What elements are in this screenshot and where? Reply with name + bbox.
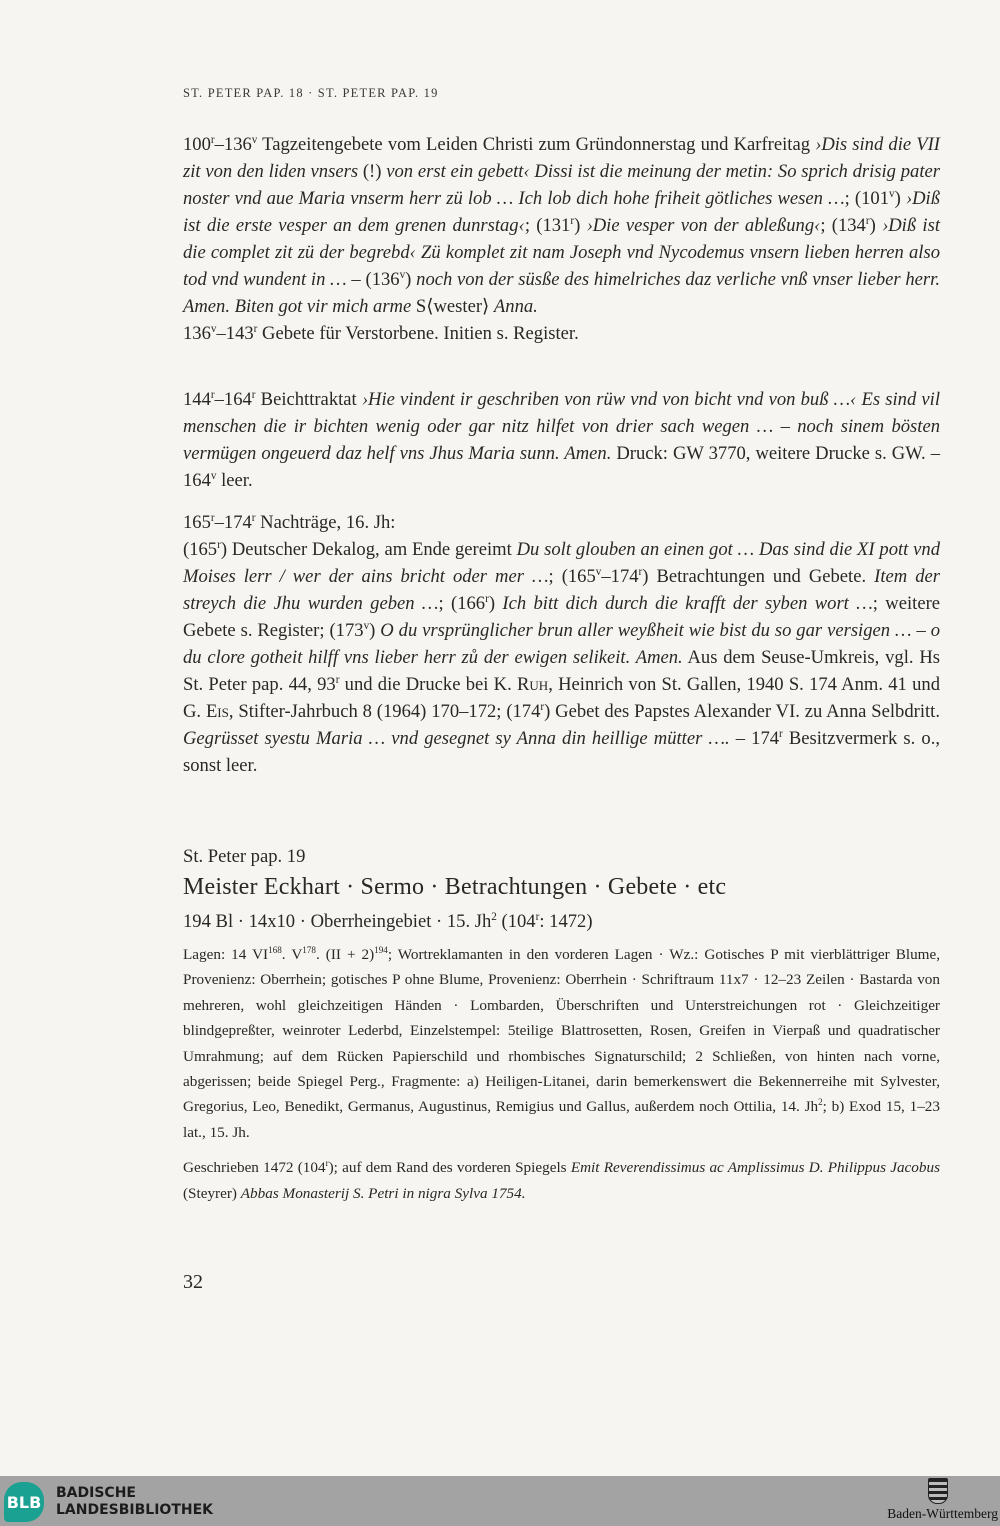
- text-run: ; (101: [844, 188, 889, 209]
- superscript: v: [210, 469, 217, 482]
- entry-shelfmark: St. Peter pap. 19: [183, 846, 306, 867]
- entry-description: [183, 942, 940, 1145]
- text-run: , Heinrich von St. Gallen, 1940 S. 174 Anm. 41 und G.: [183, 674, 940, 722]
- superscript: 2: [491, 910, 497, 923]
- paragraph: [183, 131, 940, 320]
- text-run: Besitzvermerk s. o., sonst leer.: [183, 728, 940, 776]
- text-run: ; weitere Gebete s. Register; (173: [183, 593, 941, 641]
- superscript: r: [325, 1158, 329, 1169]
- text-run: Druck: GW 3770, weitere Drucke s. GW. – 164: [183, 443, 940, 491]
- superscript: 194: [374, 944, 388, 955]
- italic-quote: noch von der süsße des himelriches daz verliche vnß vnser lieber herr. Amen. Biten got vir mich arme: [183, 269, 940, 317]
- text-run: S⟨wester⟩: [415, 296, 494, 317]
- text-run: Ruh: [517, 674, 549, 695]
- text-run: 100: [183, 134, 211, 155]
- text-run: – (136: [346, 269, 400, 290]
- superscript: r: [865, 214, 870, 227]
- content-section: [183, 131, 940, 347]
- library-name-line1: BADISCHE: [56, 1485, 136, 1501]
- text-run: Nachträge, 16. Jh:: [255, 512, 396, 533]
- text-run: ): [369, 620, 381, 641]
- superscript: r: [570, 214, 575, 227]
- superscript: 168: [268, 944, 282, 955]
- text-run: Aus dem Seuse-Umkreis, vgl. Hs St. Peter pap. 44, 93: [183, 647, 941, 695]
- text-run: –143: [216, 323, 254, 344]
- superscript: v: [889, 187, 895, 200]
- text-run: . V: [281, 946, 303, 963]
- italic-quote: ›Hie vindent ir geschriben von rüw vnd von bicht vnd von buß …‹ Es sind vil menschen die ir bichten wenig oder gar nitz hilfet von drier sach wegen … – noch sinem bösten vermügen ongeuerd daz helf vns Jhus Maria sunn. Amen.: [183, 389, 941, 464]
- entry-provenance: [183, 1155, 940, 1206]
- italic-quote: Anna.: [493, 296, 538, 317]
- italic-quote: Item der streych die Jhu wurden geben …: [183, 566, 940, 614]
- text-run: , Stifter-Jahrbuch 8 (1964) 170–172; (174: [228, 701, 541, 722]
- superscript: v: [210, 322, 217, 335]
- text-run: ; (165: [548, 566, 596, 587]
- superscript: 2: [818, 1097, 823, 1108]
- text-run: Lagen: 14 VI: [183, 946, 269, 963]
- text-run: und die Drucke bei K.: [339, 674, 518, 695]
- superscript: r: [638, 565, 643, 578]
- superscript: r: [210, 511, 215, 524]
- italic-quote: ›Dis sind die VII zit von den liden vnsers: [183, 134, 940, 182]
- text-run: ): [488, 593, 503, 614]
- superscript: r: [253, 322, 258, 335]
- text-run: : 1472): [539, 911, 593, 932]
- footer-bar: [0, 1476, 1000, 1526]
- superscript: r: [779, 727, 783, 740]
- italic-quote: Ich bitt dich durch die krafft der syben wort …: [502, 593, 873, 614]
- content-section: [183, 386, 940, 494]
- superscript: r: [251, 388, 256, 401]
- running-header: ST. PETER PAP. 18 · ST. PETER PAP. 19: [183, 86, 439, 100]
- italic-quote: O du vrsprünglicher brun aller weyßheit wie bist du so gar versigen … – o du clore gotheit hilff vns lieber herr zů der ewigen selikeit. Amen.: [183, 620, 940, 668]
- text-run: 194 Bl · 14x10 · Oberrheingebiet · 15. Jh: [183, 911, 492, 932]
- italic-quote: ›Diß ist die erste vesper an dem grenen dunrstag‹: [183, 188, 941, 236]
- text-run: –174: [601, 566, 639, 587]
- italic-quote: Abbas Monasterij S. Petri in nigra Sylva 1754.: [240, 1184, 526, 1202]
- catalog-entry: [183, 843, 940, 1206]
- text-run: Tagzeitengebete vom Leiden Christi zum Gründonnerstag und Karfreitag: [257, 134, 816, 155]
- paragraph: [183, 320, 940, 347]
- text-run: –164: [214, 389, 252, 410]
- text-run: Geschrieben 1472 (104: [183, 1159, 326, 1177]
- italic-quote: Emit Reverendissimus ac Amplissimus D. Philippus Jacobus: [570, 1159, 940, 1177]
- text-run: 144: [183, 389, 211, 410]
- text-run: ): [405, 269, 417, 290]
- paragraph: [183, 509, 940, 536]
- text-run: –136: [214, 134, 252, 155]
- library-name[interactable]: [56, 1485, 213, 1519]
- superscript: v: [363, 619, 370, 632]
- text-run: ): [869, 215, 883, 236]
- text-run: leer.: [216, 470, 253, 491]
- text-run: ) Betrachtungen und Gebete.: [642, 566, 875, 587]
- italic-quote: Du solt glouben an einen got … Das sind die XI pott vnd Moises lerr / wer der ains bricht oder mer …: [183, 539, 940, 587]
- text-run: ; Wortreklamanten in den vorderen Lagen · Wz.: Gotisches P mit vierblättriger Blume, Provenienz: Oberrhein; gotisches P ohne Blume, Provenienz: Oberrhein · Schriftraum 11x7 · 12–23 Zeilen · Bastarda von mehreren, wohl gleichzeitigen Händen · Lombarden, Überschriften und Unterstreichungen rot · Gleichzeitiger blindgepreßter, weinroter Lederbd, Einzelstempel: 5teilige Blattrosetten, Rosen, Greifen in Vierpaß und quadratischer Umrahmung; auf dem Rücken Papierschild und rhombisches Signaturschild; 2 Schließen, von hinten nach vorne, abgerissen; beide Spiegel Perg., Fragmente: a) Heiligen-Litanei, darin bemerkenswert die Bekennerreihe mit Sylvester, Gregorius, Leo, Benedikt, Germanus, Augustinus, Remigius und Gallus, außerdem noch Ottilia, 14. Jh: [183, 946, 941, 1116]
- superscript: r: [335, 673, 340, 686]
- text-run: ): [894, 188, 906, 209]
- text-run: ; (134: [820, 215, 866, 236]
- text-run: (165: [183, 539, 218, 560]
- text-run: 165: [183, 512, 211, 533]
- superscript: v: [251, 133, 258, 146]
- superscript: r: [210, 133, 215, 146]
- text-run: (Steyrer): [183, 1184, 241, 1202]
- entry-summary: [183, 908, 940, 935]
- page-number: 32: [183, 1271, 203, 1293]
- text-run: ); auf dem Rand des vorderen Spiegels: [328, 1159, 571, 1177]
- text-run: – 174: [729, 728, 780, 749]
- text-run: –174: [214, 512, 252, 533]
- text-run: Gebete für Verstorbene. Initien s. Register.: [257, 323, 579, 344]
- text-run: Eis: [205, 701, 229, 722]
- blb-logo[interactable]: BLB: [4, 1482, 44, 1522]
- superscript: r: [217, 538, 221, 551]
- coat-of-arms-icon: [928, 1478, 948, 1504]
- text-run: ; (166: [438, 593, 486, 614]
- state-label[interactable]: Baden-Württemberg: [887, 1506, 998, 1521]
- superscript: r: [535, 910, 540, 923]
- superscript: r: [251, 511, 256, 524]
- superscript: r: [485, 592, 489, 605]
- paragraph: [183, 536, 940, 779]
- superscript: r: [540, 700, 545, 713]
- text-run: ) Gebet des Papstes Alexander VI. zu Anna Selbdritt.: [544, 701, 940, 722]
- text-run: (!): [362, 161, 382, 182]
- text-run: 136: [183, 323, 211, 344]
- italic-quote: von erst ein gebett‹ Dissi ist die meinung der metin: So sprich drisig pater noster vnd aue Maria vnserm herr zü lob … Ich lob dich hohe friheit götliches wesen …: [183, 161, 940, 209]
- text-run: ): [574, 215, 587, 236]
- italic-quote: ›Die vesper von der ableßung‹: [586, 215, 821, 236]
- superscript: 178: [302, 944, 316, 955]
- superscript: v: [595, 565, 602, 578]
- entry-title: Meister Eckhart · Sermo · Betrachtungen · Gebete · etc: [183, 874, 727, 900]
- italic-quote: ›Diß ist die complet zit zü der begrebd‹ Zü komplet zit nam Joseph vnd Nycodemus vnsern lieben herren also tod vnd wundent in …: [183, 215, 941, 290]
- superscript: v: [399, 268, 406, 281]
- superscript: r: [210, 388, 215, 401]
- text-run: ) Deutscher Dekalog, am Ende gereimt: [220, 539, 517, 560]
- text-run: (104: [496, 911, 536, 932]
- text-run: Beichttraktat: [255, 389, 362, 410]
- text-run: ; (131: [524, 215, 571, 236]
- italic-quote: Gegrüsset syestu Maria … vnd gesegnet sy Anna din heillige mütter ….: [183, 728, 730, 749]
- text-run: . (II + 2): [315, 946, 375, 963]
- content-section: [183, 509, 940, 779]
- paragraph: [183, 386, 940, 494]
- library-name-line2: LANDESBIBLIOTHEK: [56, 1502, 214, 1518]
- text-run: ; b) Exod 15, 1–23 lat., 15. Jh.: [183, 1098, 940, 1141]
